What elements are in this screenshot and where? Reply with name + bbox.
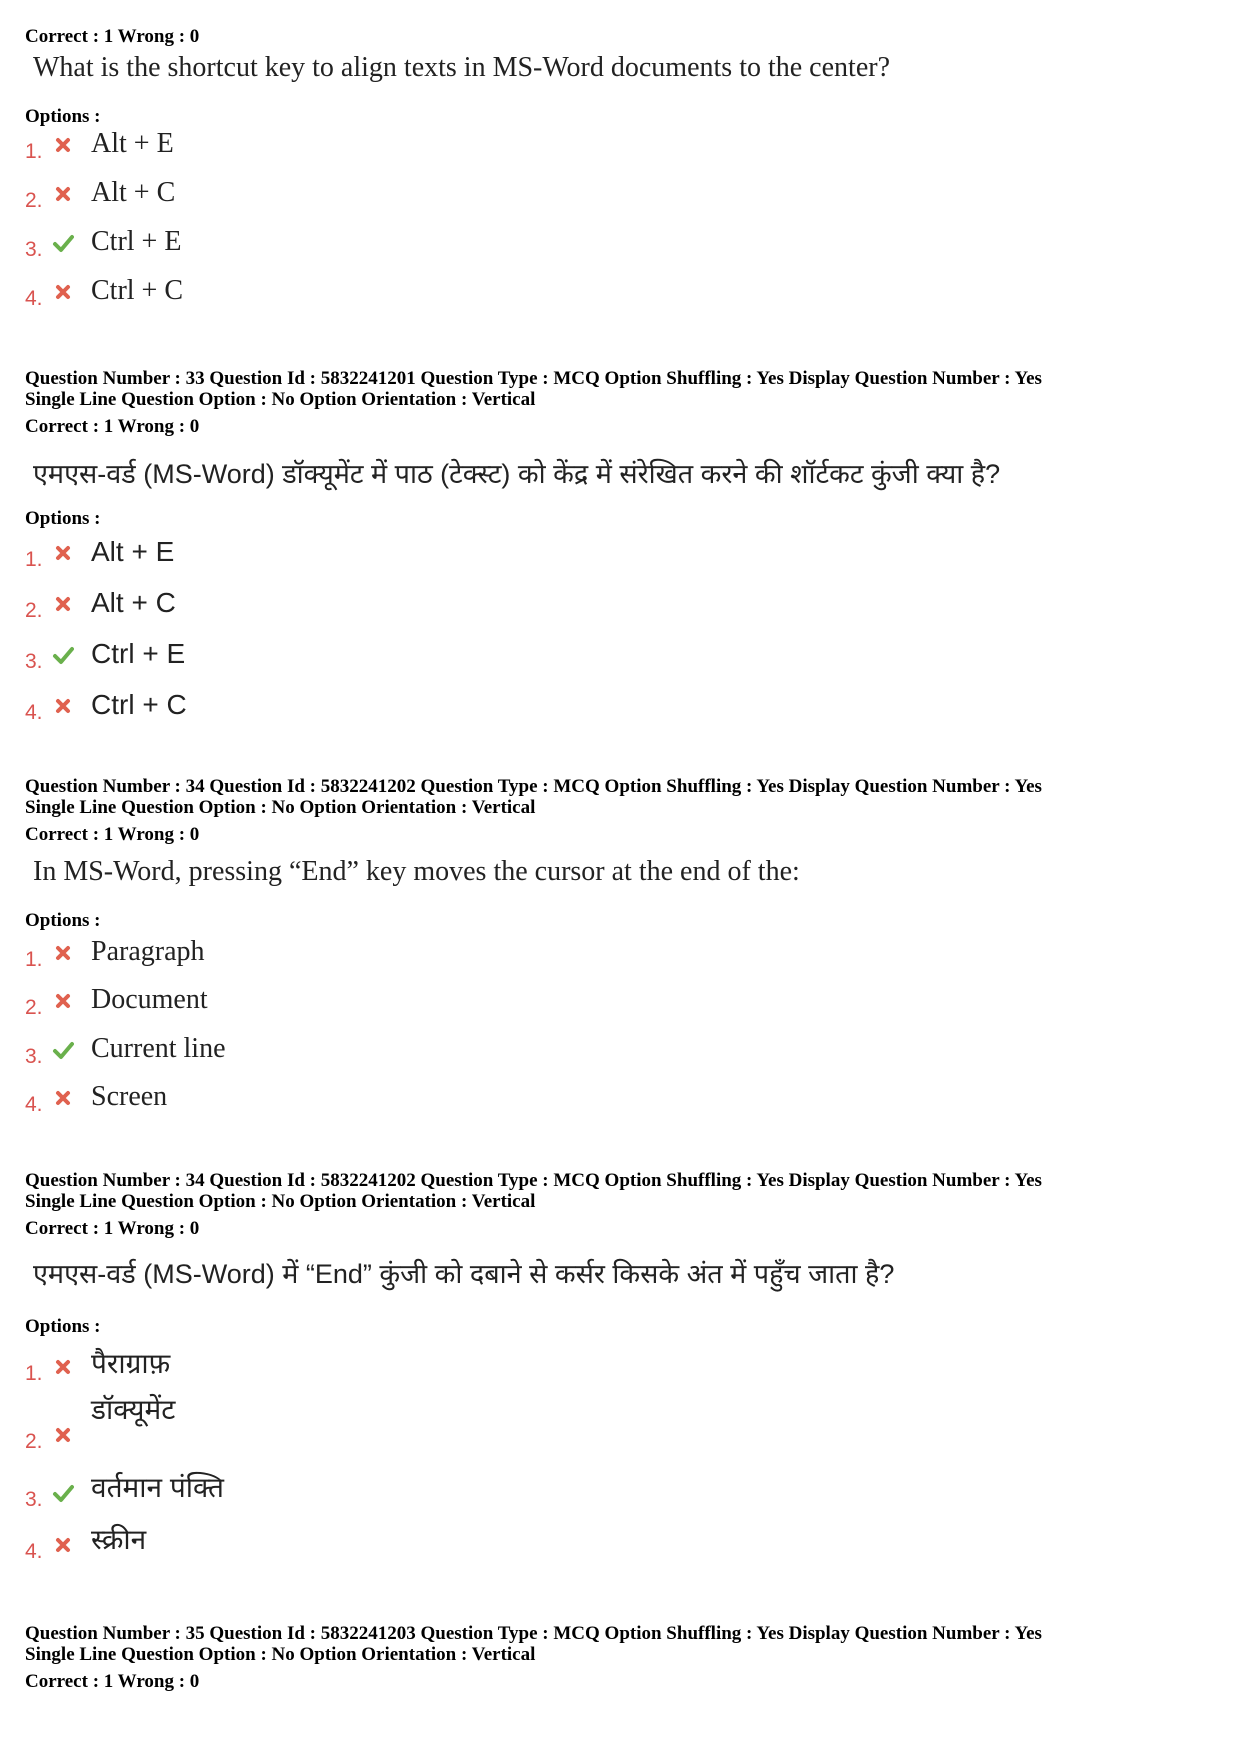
score-line: Correct : 1 Wrong : 0	[25, 1218, 200, 1239]
cross-icon	[52, 542, 74, 564]
options-label: Options :	[25, 1316, 101, 1337]
option-number: 4.	[25, 1093, 43, 1116]
question-block-35	[25, 1623, 1220, 1703]
option-4	[25, 1081, 625, 1121]
option-number: 3.	[25, 1045, 43, 1068]
option-text: Ctrl + E	[91, 638, 186, 669]
option-number: 3.	[25, 238, 43, 261]
options-label: Options :	[25, 508, 101, 529]
score-line: Correct : 1 Wrong : 0	[25, 1671, 200, 1692]
option-number: 2.	[25, 996, 43, 1019]
option-4	[25, 1524, 625, 1568]
question-text: एमएस-वर्ड (MS-Word) में “End” कुंजी को दबाने से कर्सर किसके अंत में पहुँच जाता है?	[33, 1259, 895, 1289]
option-text: Ctrl + C	[91, 689, 187, 720]
option-3	[25, 1472, 625, 1516]
option-number: 3.	[25, 1488, 43, 1511]
option-number: 1.	[25, 1362, 43, 1385]
check-icon	[52, 1039, 74, 1061]
cross-icon	[52, 942, 74, 964]
option-2	[25, 1394, 625, 1458]
option-1	[25, 936, 625, 976]
score-line: Correct : 1 Wrong : 0	[25, 416, 200, 437]
options-label: Options :	[25, 910, 101, 931]
cross-icon	[52, 1356, 74, 1378]
option-text: Current line	[91, 1033, 226, 1064]
option-number: 2.	[25, 1430, 43, 1453]
check-icon	[52, 1482, 74, 1504]
score-line: Correct : 1 Wrong : 0	[25, 824, 200, 845]
option-number: 4.	[25, 701, 43, 724]
option-text: Document	[91, 984, 208, 1015]
option-number: 1.	[25, 548, 43, 571]
option-text: वर्तमान पंक्ति	[91, 1472, 224, 1503]
question-meta-line-2: Single Line Question Option : No Option Orientation : Vertical	[25, 1191, 536, 1212]
option-2	[25, 177, 625, 217]
question-text: What is the shortcut key to align texts in MS-Word documents to the center?	[33, 52, 890, 83]
option-number: 1.	[25, 948, 43, 971]
option-text: Alt + E	[91, 536, 175, 567]
question-meta-line-2: Single Line Question Option : No Option Orientation : Vertical	[25, 1644, 536, 1665]
question-text: एमएस-वर्ड (MS-Word) डॉक्यूमेंट में पाठ (टेक्स्ट) को केंद्र में संरेखित करने की शॉर्टकट कुंजी क्या है?	[33, 459, 1001, 489]
option-3	[25, 1033, 625, 1073]
question-block-32	[25, 26, 1220, 326]
option-number: 3.	[25, 650, 43, 673]
cross-icon	[52, 593, 74, 615]
question-meta-line-1: Question Number : 34 Question Id : 5832241202 Question Type : MCQ Option Shuffling : Yes Display Question Number : Yes	[25, 1170, 1042, 1191]
question-text: In MS-Word, pressing “End” key moves the cursor at the end of the:	[33, 856, 800, 887]
question-meta-line-1: Question Number : 33 Question Id : 5832241201 Question Type : MCQ Option Shuffling : Yes Display Question Number : Yes	[25, 368, 1042, 389]
cross-icon	[52, 1534, 74, 1556]
score-line: Correct : 1 Wrong : 0	[25, 26, 200, 47]
question-meta-line-2: Single Line Question Option : No Option Orientation : Vertical	[25, 797, 536, 818]
option-3	[25, 638, 625, 678]
cross-icon	[52, 281, 74, 303]
question-meta-line-1: Question Number : 35 Question Id : 5832241203 Question Type : MCQ Option Shuffling : Yes Display Question Number : Yes	[25, 1623, 1042, 1644]
options-label: Options :	[25, 106, 101, 127]
option-text: Screen	[91, 1081, 168, 1112]
question-block-34-en	[25, 776, 1220, 1136]
question-block-34-hi	[25, 1170, 1220, 1590]
option-number: 1.	[25, 140, 43, 163]
option-text: Alt + C	[91, 177, 176, 208]
option-1	[25, 536, 625, 576]
cross-icon	[52, 990, 74, 1012]
option-1	[25, 1350, 625, 1390]
option-2	[25, 984, 625, 1024]
question-meta-line-2: Single Line Question Option : No Option Orientation : Vertical	[25, 389, 536, 410]
option-text: Ctrl + C	[91, 275, 184, 306]
question-meta-line-1: Question Number : 34 Question Id : 5832241202 Question Type : MCQ Option Shuffling : Yes Display Question Number : Yes	[25, 776, 1042, 797]
option-text: Alt + E	[91, 128, 174, 159]
cross-icon	[52, 134, 74, 156]
option-text: पैराग्राफ़	[91, 1348, 171, 1379]
cross-icon	[52, 695, 74, 717]
option-text: स्क्रीन	[91, 1524, 147, 1555]
option-text: Paragraph	[91, 936, 205, 967]
option-number: 4.	[25, 1540, 43, 1563]
option-2	[25, 587, 625, 627]
cross-icon	[52, 183, 74, 205]
cross-icon	[52, 1424, 74, 1446]
option-number: 4.	[25, 287, 43, 310]
option-3	[25, 226, 625, 266]
cross-icon	[52, 1087, 74, 1109]
option-4	[25, 275, 625, 315]
option-text: डॉक्यूमेंट	[91, 1394, 176, 1425]
check-icon	[52, 232, 74, 254]
option-1	[25, 128, 625, 168]
option-text: Alt + C	[91, 587, 176, 618]
option-4	[25, 689, 625, 729]
option-text: Ctrl + E	[91, 226, 182, 257]
option-number: 2.	[25, 189, 43, 212]
option-number: 2.	[25, 599, 43, 622]
question-block-33	[25, 368, 1220, 728]
check-icon	[52, 644, 74, 666]
